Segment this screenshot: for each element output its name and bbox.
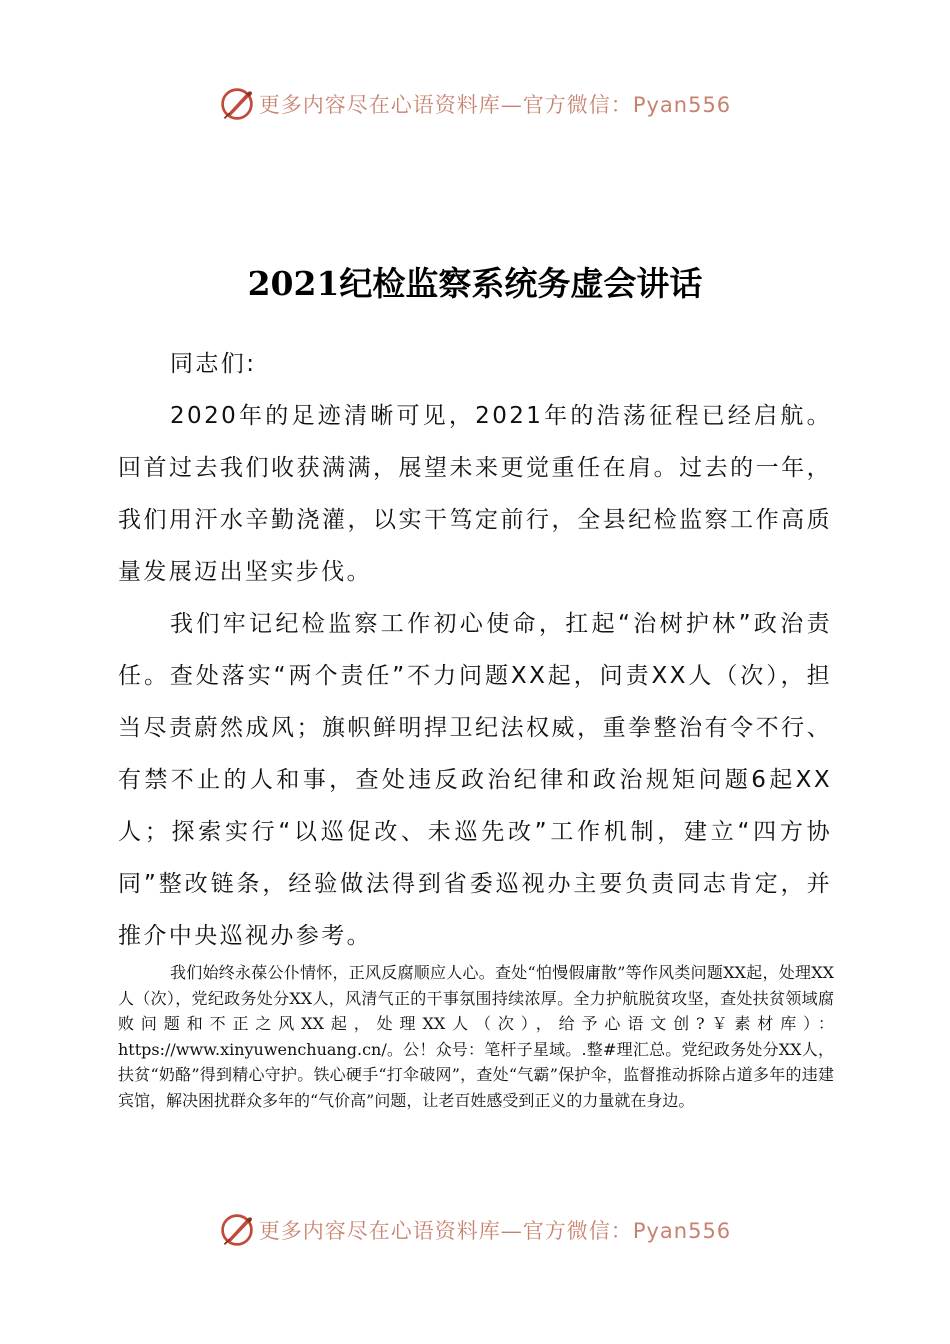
document-title: 2021纪检监察系统务虚会讲话 bbox=[247, 264, 703, 303]
paragraph-1: 2020年的足迹清晰可见，2021年的浩荡征程已经启航。回首过去我们收获满满，展望未来更觉重任在肩。过去的一年，我们用汗水辛勤浇灌，以实干笃定前行，全县纪检监察工作高质量发展迈出坚实步伐。 bbox=[118, 403, 832, 585]
watermark-text: 更多内容尽在心语资料库—官方微信：Pyan556 bbox=[258, 1219, 732, 1243]
quill-pen-icon bbox=[219, 1212, 255, 1248]
paragraph-2: 我们牢记纪检监察工作初心使命，扛起“治树护林”政治责任。查处落实“两个责任”不力问题XX起，问责XX人（次），担当尽责蔚然成风；旗帜鲜明捍卫纪法权威，重拳整治有令不行、有禁不止的人和事，查处违反政治纪律和政治规矩问题6起XX人；探索实行“以巡促改、未巡先改”工作机制，建立“四方协同”整改链条，经验做法得到省委巡视办主要负责同志肯定，并推介中央巡视办参考。 bbox=[118, 611, 832, 949]
greeting: 同志们: bbox=[170, 351, 257, 377]
header-watermark bbox=[0, 84, 950, 124]
quill-pen-icon bbox=[219, 86, 255, 122]
paragraph-3-small: 我们始终永葆公仆情怀，正风反腐顺应人心。查处“怕慢假庸散”等作风类问题XX起，处理XX人（次），党纪政务处分XX人，风清气正的干事氛围持续浓厚。全力护航脱贫攻坚，查处扶贫领域腐败问题和不正之风XX起，处理XX人（次），给予心语文创?￥素材库）：https://www.xinyuwenchuang.cn/。公！众号：笔杆子星域。.整#理汇总。党纪政务处分XX人，扶贫“奶酪”得到精心守护。铁心硬手“打伞破网”，查处“气霸”保护伞，监督推动拆除占道多年的违建宾馆，解决困扰群众多年的“气价高”问题，让老百姓感受到正义的力量就在身边。 bbox=[118, 963, 834, 1110]
watermark-text: 更多内容尽在心语资料库—官方微信：Pyan556 bbox=[258, 93, 732, 117]
footer-watermark bbox=[0, 1210, 950, 1250]
